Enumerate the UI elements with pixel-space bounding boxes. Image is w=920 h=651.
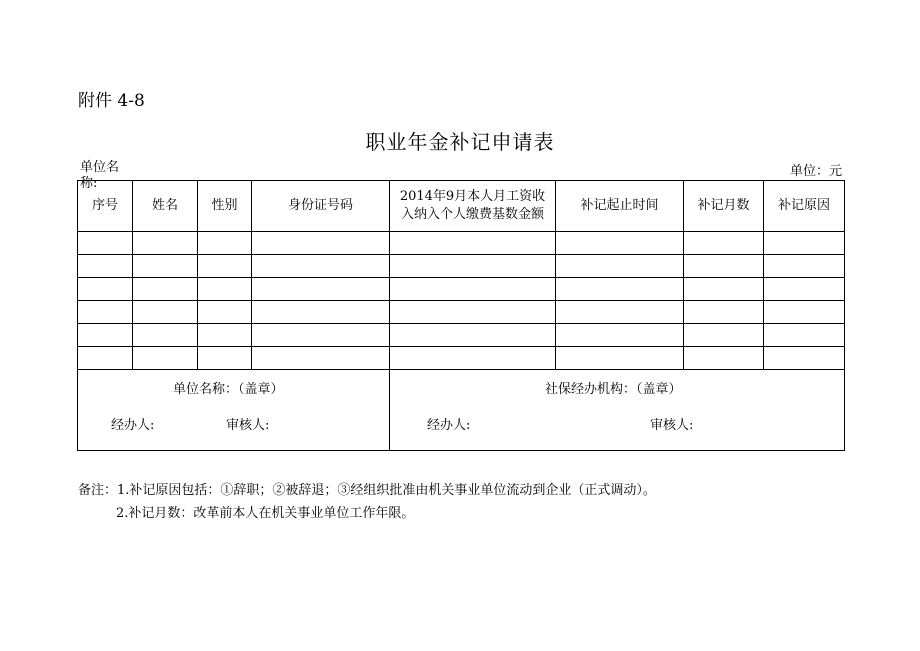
header-gender: 性别 xyxy=(198,181,252,232)
header-salary-base: 2014年9月本人月工资收入纳入个人缴费基数金额 xyxy=(390,181,556,232)
table-cell[interactable] xyxy=(252,278,390,301)
table-cell[interactable] xyxy=(556,301,684,324)
table-cell[interactable] xyxy=(133,347,198,370)
currency-unit-label: 单位：元 xyxy=(789,164,842,179)
unit-name-label: 单位名称: xyxy=(80,160,120,191)
table-cell[interactable] xyxy=(198,255,252,278)
table-cell[interactable] xyxy=(133,324,198,347)
note-line-1: 备注：1.补记原因包括：①辞职；②被辞退；③经组织批准由机关事业单位流动到企业（正式调动）。 xyxy=(78,483,656,498)
table-cell[interactable] xyxy=(556,347,684,370)
employer-reviewer-label: 审核人: xyxy=(226,418,270,433)
table-header-row xyxy=(78,181,845,232)
agency-org-label: 社保经办机构：（盖章） xyxy=(545,382,682,397)
table-cell[interactable] xyxy=(198,232,252,255)
table-cell[interactable] xyxy=(390,324,556,347)
table-cell[interactable] xyxy=(198,324,252,347)
table-cell[interactable] xyxy=(684,324,764,347)
employer-org-label: 单位名称：（盖章） xyxy=(173,382,284,397)
table-cell[interactable] xyxy=(684,301,764,324)
table-cell[interactable] xyxy=(133,301,198,324)
table-cell[interactable] xyxy=(390,278,556,301)
table-cell[interactable] xyxy=(390,232,556,255)
table-cell[interactable] xyxy=(390,347,556,370)
table-cell[interactable] xyxy=(556,278,684,301)
table-cell[interactable] xyxy=(78,301,133,324)
table-cell[interactable] xyxy=(198,278,252,301)
table-cell[interactable] xyxy=(78,324,133,347)
table-row xyxy=(78,324,845,347)
table-cell[interactable] xyxy=(390,301,556,324)
agency-reviewer-label: 审核人: xyxy=(650,418,694,433)
table-cell[interactable] xyxy=(556,324,684,347)
table-row xyxy=(78,232,845,255)
table-cell[interactable] xyxy=(684,347,764,370)
signature-row xyxy=(78,370,845,451)
header-name: 姓名 xyxy=(133,181,198,232)
attachment-label: 附件 4-8 xyxy=(78,91,145,111)
table-cell[interactable] xyxy=(764,347,845,370)
table-cell[interactable] xyxy=(252,255,390,278)
table-cell[interactable] xyxy=(252,347,390,370)
agency-handler-label: 经办人: xyxy=(427,418,471,433)
table-cell[interactable] xyxy=(764,324,845,347)
table-cell[interactable] xyxy=(764,232,845,255)
social-security-signature-cell xyxy=(390,370,845,451)
table-cell[interactable] xyxy=(556,232,684,255)
table-row xyxy=(78,301,845,324)
table-cell[interactable] xyxy=(684,255,764,278)
table-cell[interactable] xyxy=(764,278,845,301)
employer-signature-cell xyxy=(78,370,390,451)
table-cell[interactable] xyxy=(556,255,684,278)
table-row xyxy=(78,278,845,301)
table-cell[interactable] xyxy=(252,324,390,347)
table-cell[interactable] xyxy=(252,232,390,255)
table-cell[interactable] xyxy=(252,301,390,324)
table-cell[interactable] xyxy=(133,255,198,278)
header-reason: 补记原因 xyxy=(764,181,845,232)
table-cell[interactable] xyxy=(133,232,198,255)
employer-handler-label: 经办人: xyxy=(111,418,155,433)
table-cell[interactable] xyxy=(764,255,845,278)
notes-section xyxy=(78,479,656,525)
table-cell[interactable] xyxy=(764,301,845,324)
table-cell[interactable] xyxy=(78,278,133,301)
table-cell[interactable] xyxy=(198,301,252,324)
table-cell[interactable] xyxy=(684,232,764,255)
header-seq: 序号 xyxy=(78,181,133,232)
table-cell[interactable] xyxy=(78,255,133,278)
header-period: 补记起止时间 xyxy=(556,181,684,232)
table-cell[interactable] xyxy=(198,347,252,370)
table-row xyxy=(78,255,845,278)
header-id-number: 身份证号码 xyxy=(252,181,390,232)
table-cell[interactable] xyxy=(78,347,133,370)
note-line-2: 2.补记月数：改革前本人在机关事业单位工作年限。 xyxy=(116,506,415,521)
table-cell[interactable] xyxy=(78,232,133,255)
table-cell[interactable] xyxy=(390,255,556,278)
table-cell[interactable] xyxy=(684,278,764,301)
header-months: 补记月数 xyxy=(684,181,764,232)
application-table xyxy=(77,180,845,451)
form-title: 职业年金补记申请表 xyxy=(365,130,555,154)
table-cell[interactable] xyxy=(133,278,198,301)
table-row xyxy=(78,347,845,370)
